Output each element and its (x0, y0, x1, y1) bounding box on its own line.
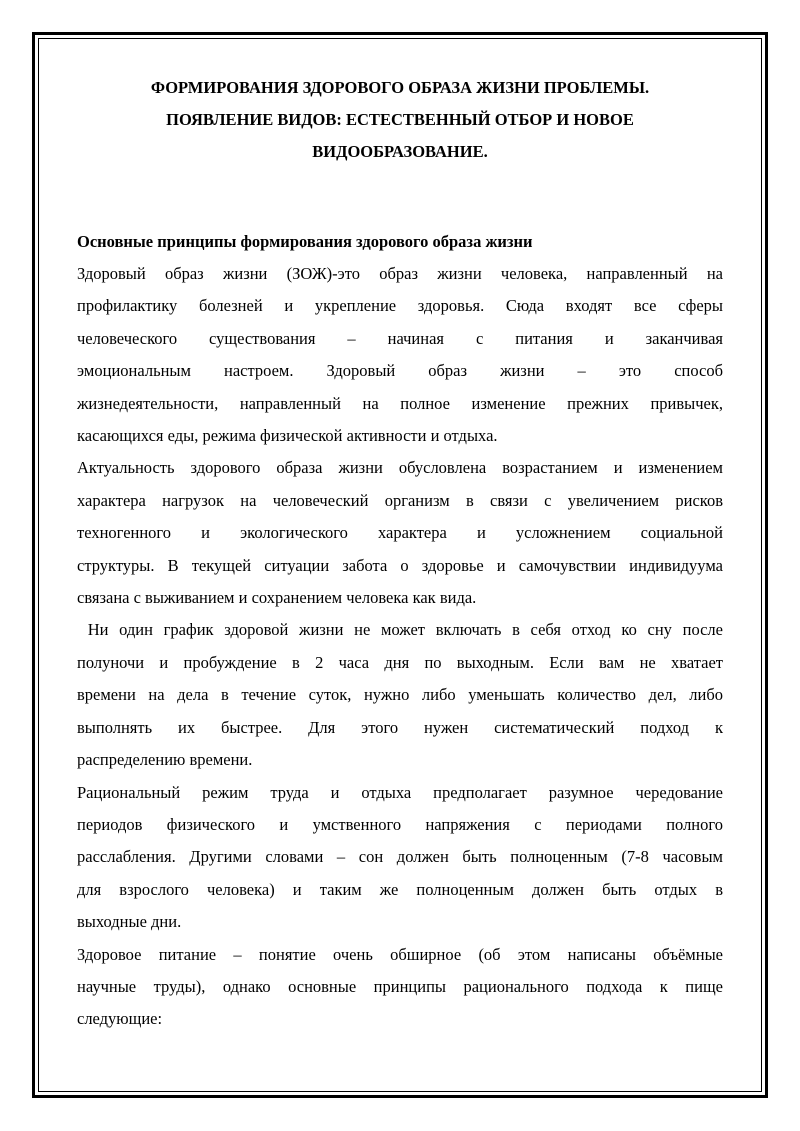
text-line: следующие: (77, 1009, 163, 1029)
text-line: Здоровое питание – понятие очень обширное (об этом написаны объёмные (77, 944, 723, 964)
title-line: ПОЯВЛЕНИЕ ВИДОВ: ЕСТЕСТВЕННЫЙ ОТБОР И НОВОЕ (166, 110, 634, 129)
paragraph-nutrition (77, 939, 723, 1036)
text-line: техногенного и экологического характера и усложнением социальной (77, 523, 723, 543)
text-line: полуночи и пробуждение в 2 часа дня по выходным. Если вам не хватает (77, 652, 723, 672)
text-line: научные труды), однако основные принципы рационального подхода к пище (77, 976, 723, 996)
text-line: Рациональный режим труда и отдыха предполагает разумное чередование (77, 782, 723, 802)
text-line: жизнедеятельности, направленный на полное изменение прежних привычек, (77, 393, 723, 413)
paragraph-schedule (77, 614, 723, 776)
text-line: Здоровый образ жизни (ЗОЖ)-это образ жизни человека, направленный на (77, 264, 723, 283)
paragraph-work-rest (77, 777, 723, 939)
text-line: распределению времени. (77, 750, 253, 770)
text-line: выходные дни. (77, 912, 182, 932)
text-line: Ни один график здоровой жизни не может включать в себя отход ко сну после (77, 620, 723, 640)
text-line: структуры. В текущей ситуации забота о здоровье и самочувствии индивидуума (77, 555, 723, 575)
text-line: связана с выживанием и сохранением человека как вида. (77, 588, 477, 608)
text-line: расслабления. Другими словами – сон должен быть полноценным (7-8 часовым (77, 847, 723, 867)
text-line: касающихся еды, режима физической активности и отдыха. (77, 426, 498, 446)
text-line: профилактику болезней и укрепление здоровья. Сюда входят все сферы (77, 296, 723, 316)
text-line: характера нагрузок на человеческий организм в связи с увеличением рисков (77, 490, 723, 510)
document-title (77, 72, 723, 168)
title-line: ВИДООБРАЗОВАНИЕ. (312, 142, 488, 161)
text-line: человеческого существования – начиная с питания и заканчивая (77, 328, 723, 348)
text-line: выполнять их быстрее. Для этого нужен систематический подход к (77, 717, 723, 737)
paragraph-zozh-definition (77, 258, 723, 452)
text-line: периодов физического и умственного напряжения с периодами полного (77, 814, 723, 834)
title-line: ФОРМИРОВАНИЯ ЗДОРОВОГО ОБРАЗА ЖИЗНИ ПРОБЛЕМЫ. (150, 78, 650, 97)
document-body (77, 72, 723, 1036)
text-line: для взрослого человека) и таким же полноценным должен быть отдых в (77, 879, 723, 899)
text-line: Актуальность здорового образа жизни обусловлена возрастанием и изменением (77, 458, 723, 478)
section-heading: Основные принципы формирования здорового образа жизни (77, 232, 533, 251)
text-line: эмоциональным настроем. Здоровый образ жизни – это способ (77, 361, 723, 381)
paragraph-relevance (77, 452, 723, 614)
text-line: времени на дела в течение суток, нужно либо уменьшать количество дел, либо (77, 685, 723, 705)
